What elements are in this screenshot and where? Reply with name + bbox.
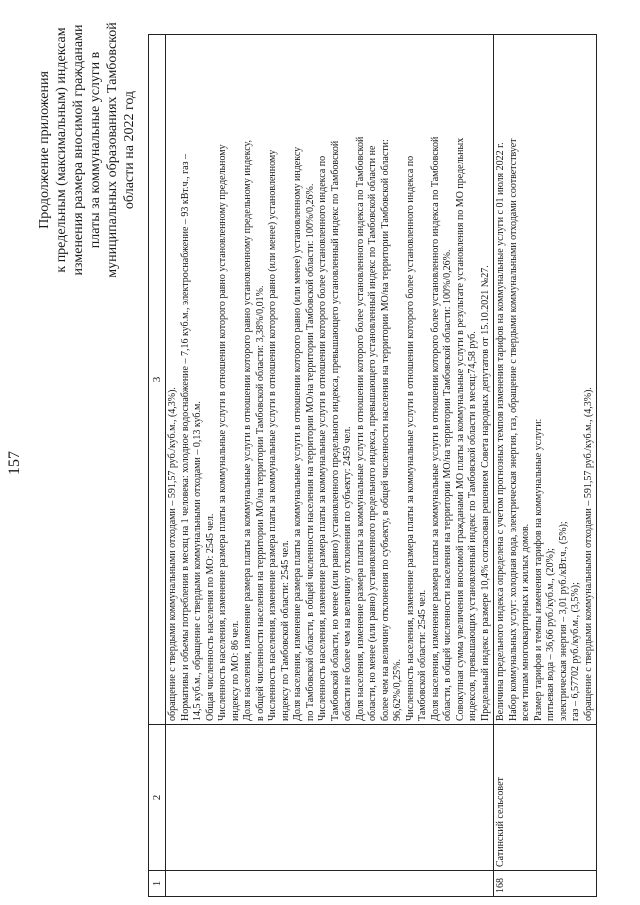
text-line: Доля населения, изменение размера платы за коммунальные услуги в отношении которого равно установленному предельному индексу, <box>242 139 253 721</box>
text-line: обращение с твердыми коммунальными отходами – 591,57 руб./куб.м., (4,3%). <box>582 387 594 721</box>
municipality-name: Сатинский сельсовет <box>494 725 597 871</box>
column-number: 2 <box>149 725 166 871</box>
text-line: в общей численности населения на территории МО/на территории Тамбовской области: 3,38%/0,01%. <box>254 285 266 721</box>
text-line: Нормативы и объемы потребления в месяц на 1 человека: холодное водоснабжение – 7,16 куб.м., электроснабжение – 93 кВт.ч., газ – <box>179 153 191 721</box>
text-line: индексов, превышающих установленный индекс по Тамбовской области в месяц:74,58 руб. <box>467 331 478 721</box>
text-line: Численность населения, изменение размера платы за коммунальные услуги в отношении которого равно (или менее) установленному <box>267 149 278 721</box>
row-number-cell <box>166 871 494 897</box>
header-line: области на 2022 год <box>122 90 137 210</box>
header-line: платы за коммунальные услуги в <box>88 51 103 249</box>
text-line: газ – 6,57702 руб./куб.м., (3,5%); <box>570 582 581 721</box>
text-line: Доля населения, изменение размера платы за коммунальные услуги в отношении которого более установленного индекса по Тамбовской <box>429 136 441 721</box>
header-line: к предельным (максимальным) индексам <box>54 27 69 273</box>
text-line: 96,62%/0,25%. <box>392 659 403 721</box>
text-line: более чем на величину отклонения по субъекту, в общей численности населения на территории МО/на территории Тамбовской области: <box>379 139 391 721</box>
text-line: Размер тарифов и темпы изменения тарифов на коммунальные услуги: <box>532 418 544 721</box>
text-line: Набор коммунальных услуг: холодная вода, электрическая энергия, газ, обращение с твердыми коммунальными отходами соответствует <box>507 138 519 721</box>
description-cell <box>166 35 494 725</box>
text-line: области, в общей численности населения на территории МО/на территории Тамбовской области: 100%/0,26%. <box>442 249 453 721</box>
text-line: электрическая энергия – 3,01 руб./кВт.ч., (5%); <box>557 521 569 721</box>
text-line: Величина предельного индекса определена с учетом прогнозных темпов изменения тарифов на коммунальные услуги с 01 июля 2022 г. <box>495 142 506 721</box>
row-number: 168 <box>494 871 597 897</box>
column-number: 3 <box>149 35 166 725</box>
text-line: Численность населения, изменение размера платы за коммунальные услуги в отношении которого равно установленному предельному <box>217 144 228 721</box>
text-line: индексу по МО: 86 чел. <box>229 620 241 721</box>
text-line: всем типам многоквартирных и жилых домов. <box>520 523 531 721</box>
indices-table <box>148 34 597 897</box>
text-line: питьевая вода – 36,66 руб./куб.м., (20%); <box>545 548 556 721</box>
table-row-continuation <box>166 35 494 897</box>
header-line: Продолжение приложения <box>37 71 52 229</box>
text-line: Общая численность населения по МО: 2545 чел. <box>204 513 216 721</box>
municipality-cell <box>166 725 494 871</box>
text-line: по Тамбовской области, в общей численности населения на территории МО/на территории Тамбовской области: 100%/0,26%. <box>304 183 316 721</box>
text-line: обращение с твердыми коммунальными отходами – 591,57 руб./куб.м., (4,3%). <box>167 387 178 721</box>
table-row-168 <box>494 35 597 897</box>
page-number: 157 <box>6 451 23 475</box>
header-line: муниципальных образованиях Тамбовской <box>105 22 120 278</box>
text-line: Совокупная сумма увеличения вносимой гражданами МО платы за коммунальные услуги в результате установления по МО предельных <box>454 137 466 721</box>
text-line: области не более чем на величину отклонения по субъекту: 2459 чел. <box>342 426 353 721</box>
column-number-row <box>149 35 166 897</box>
column-number: 1 <box>149 871 166 897</box>
text-line: Доля населения, изменение размера платы за коммунальные услуги в отношении которого более установленного индекса по Тамбовской <box>354 136 366 721</box>
text-line: области, но менее (или равно) установленного предельного индекса, превышающего установленный индекс по Тамбовской области не <box>367 145 378 721</box>
text-line: Доля населения, изменение размера платы за коммунальные услуги в отношении которого равно (или менее) установленному индексу <box>292 146 303 721</box>
text-line: индексу по Тамбовской области: 2545 чел. <box>279 540 291 721</box>
text-line: Численность населения, изменение размера платы за коммунальные услуги в отношении которого более установленного индекса по <box>404 155 416 721</box>
description-cell <box>494 35 597 725</box>
appendix-header <box>36 0 138 315</box>
text-line: 14,5 куб.м., обращение с твердыми коммунальными отходами – 0,13 куб.м. <box>192 401 203 721</box>
text-line: Предельный индекс в размере 10,4% согласован решением Совета народных депутатов от 15.10.2021 №27. <box>479 265 491 721</box>
text-line: Тамбовской области: 2545 чел. <box>417 589 428 721</box>
text-line: Тамбовской области, но менее (или равно) установленного предельного индекса, превышающего установленный индекс по Тамбовской <box>329 140 341 721</box>
text-line: Численность населения, изменение размера платы за коммунальные услуги в отношении которого более установленного индекса по <box>317 155 328 721</box>
header-line: изменения размера вносимой гражданами <box>71 24 86 276</box>
